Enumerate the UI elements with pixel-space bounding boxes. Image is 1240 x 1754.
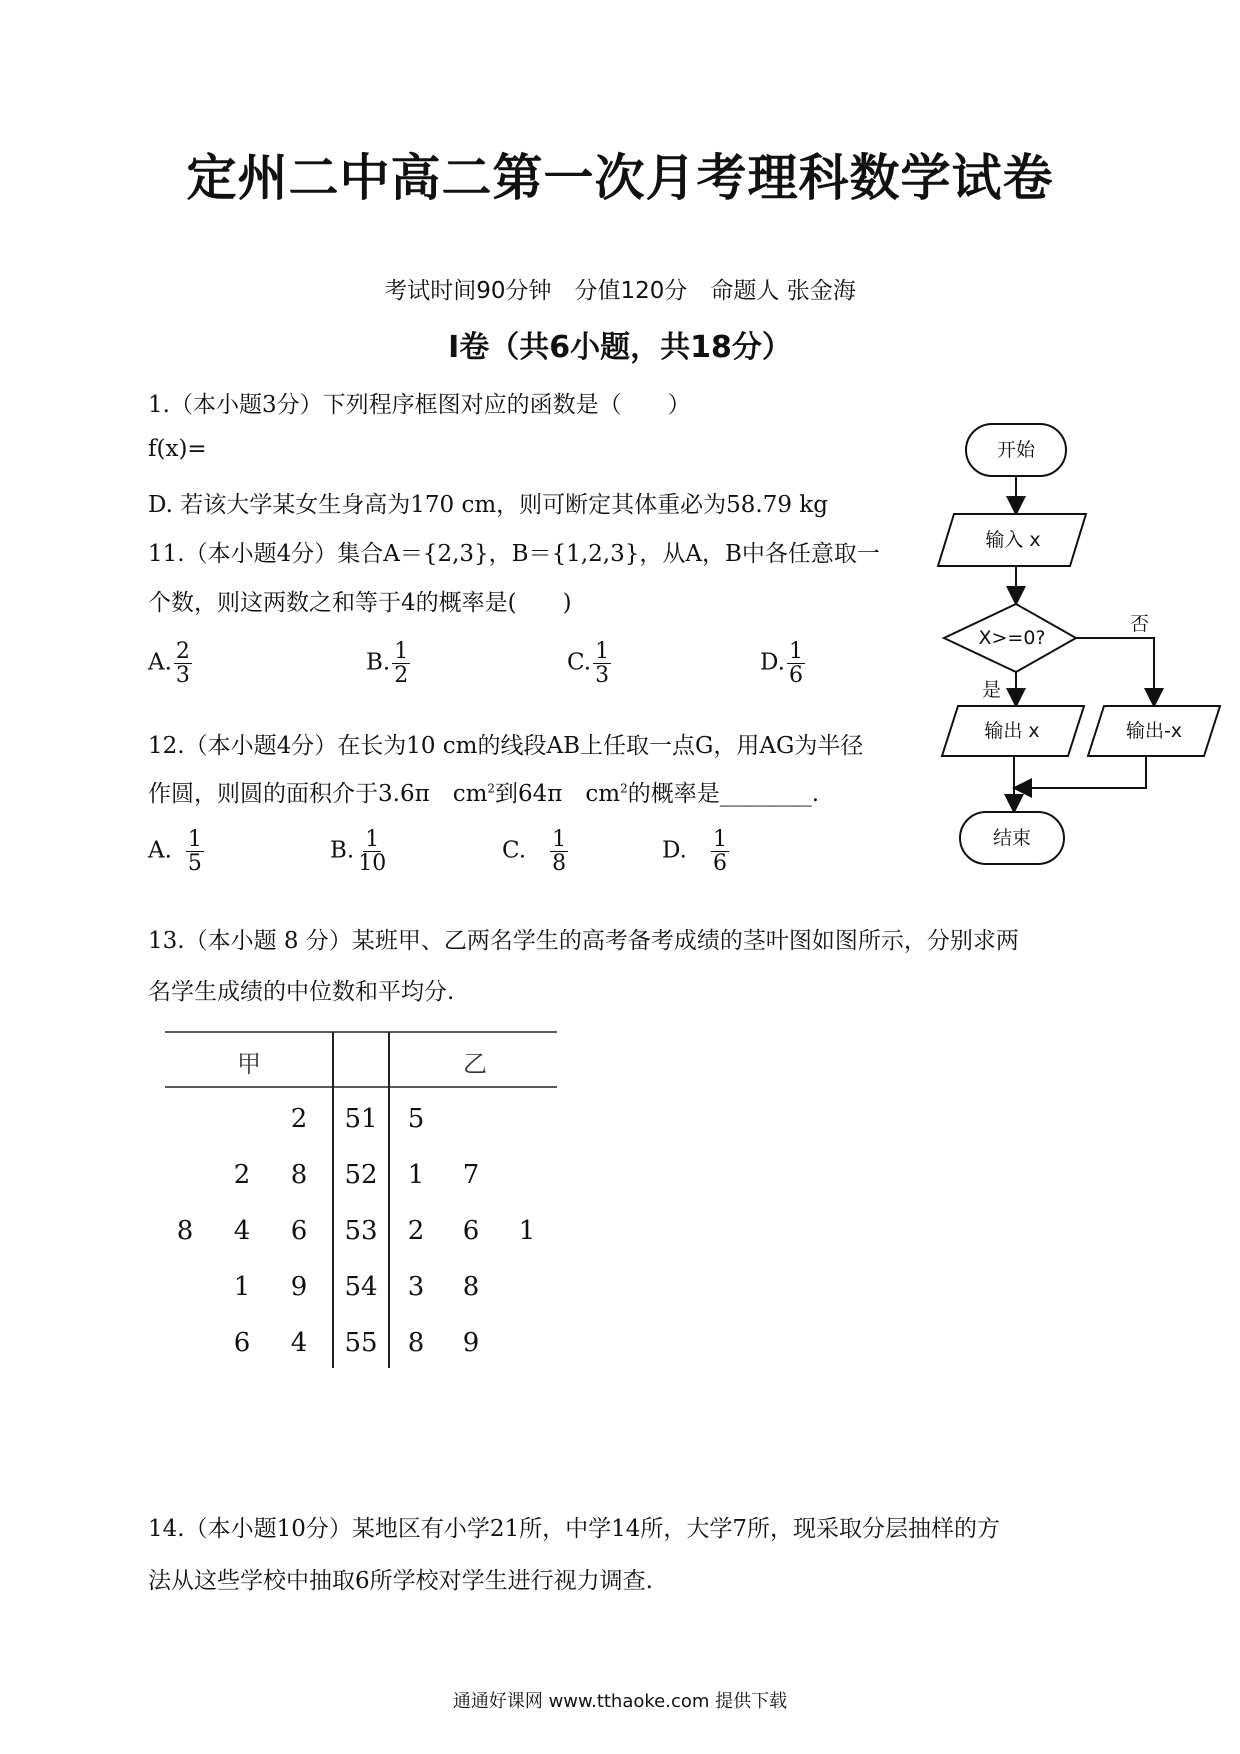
denominator: 10 — [358, 851, 387, 877]
leaf-left: 6 — [233, 1328, 251, 1358]
leaf-right: 8 — [462, 1272, 480, 1302]
leaf-right: 8 — [407, 1328, 425, 1358]
leaf-right: 5 — [407, 1104, 425, 1134]
numerator: 1 — [394, 639, 409, 664]
option-label: A. — [148, 649, 172, 676]
superscript: 2 — [620, 781, 628, 796]
stem-value: 55 — [344, 1328, 378, 1358]
output-negx-label: 输出-x — [1125, 720, 1183, 742]
q12-text-b: 到64π cm — [495, 781, 621, 807]
q13-line2: 名学生成绩的中位数和平均分. — [148, 979, 455, 1005]
no-label: 否 — [1130, 613, 1150, 635]
q11-option-c — [567, 640, 611, 687]
numerator: 1 — [712, 827, 727, 852]
leaf-left: 2 — [233, 1160, 251, 1190]
q11-option-d — [760, 640, 805, 687]
condition-label: X>=0? — [978, 627, 1046, 649]
fraction — [787, 640, 805, 687]
superscript: 2 — [487, 781, 496, 796]
q12-line2 — [148, 775, 819, 808]
q11-option-b — [366, 640, 410, 687]
leaf-left: 8 — [176, 1216, 194, 1246]
option-label: A. — [148, 837, 172, 864]
stem-value: 52 — [344, 1160, 378, 1190]
option-label: C. — [567, 649, 592, 676]
leaf-right: 9 — [462, 1328, 480, 1358]
section-heading: Ⅰ卷（共6小题，共18分） — [448, 330, 792, 365]
footer-source: 通通好课网 www.tthaoke.com 提供下载 — [452, 1691, 788, 1712]
end-label: 结束 — [992, 827, 1032, 849]
numerator: 1 — [788, 639, 803, 664]
denominator: 8 — [552, 851, 567, 877]
denominator: 3 — [175, 663, 190, 689]
stem-leaf-table — [165, 1030, 557, 1368]
option-label: B. — [330, 837, 355, 864]
option-label: C. — [502, 837, 527, 864]
numerator: 1 — [552, 827, 567, 852]
page-title: 定州二中高二第一次月考理科数学试卷 — [186, 149, 1054, 207]
fraction — [186, 828, 204, 875]
q1-fx: f(x)= — [148, 436, 207, 462]
q12-option-c — [502, 828, 568, 875]
exam-meta: 考试时间90分钟 分值120分 命题人 张金海 — [384, 278, 856, 304]
leaf-left: 4 — [233, 1216, 251, 1246]
q12-option-a — [148, 828, 204, 875]
q13-line1: 13.（本小题 8 分）某班甲、乙两名学生的高考备考成绩的茎叶图如图所示，分别求两 — [148, 928, 1019, 954]
option-label: D. — [662, 837, 687, 864]
option-label: D. — [760, 649, 785, 676]
leaf-left: 1 — [233, 1272, 251, 1302]
leaf-right: 1 — [407, 1160, 425, 1190]
q12-line1: 12.（本小题4分）在长为10 cm的线段AB上任取一点G，用AG为半径 — [148, 733, 864, 759]
q11-line2: 个数，则这两数之和等于4的概率是( ) — [148, 590, 572, 616]
denominator: 3 — [595, 663, 610, 689]
leaf-right: 7 — [462, 1160, 480, 1190]
q1-option-d: D. 若该大学某女生身高为170 cm，则可断定其体重必为58.79 kg — [148, 492, 828, 518]
leaf-right: 3 — [407, 1272, 425, 1302]
leaf-right: 6 — [462, 1216, 480, 1246]
leaf-right: 2 — [407, 1216, 425, 1246]
q14-line1: 14.（本小题10分）某地区有小学21所，中学14所，大学7所，现采取分层抽样的方 — [148, 1516, 1001, 1542]
q12-option-b — [330, 828, 388, 875]
numerator: 1 — [365, 827, 380, 852]
leaf-left: 4 — [290, 1328, 308, 1358]
denominator: 6 — [788, 663, 803, 689]
numerator: 1 — [187, 827, 202, 852]
start-label: 开始 — [996, 439, 1036, 461]
leaf-left: 2 — [290, 1104, 308, 1134]
input-label: 输入 x — [985, 529, 1041, 551]
table-lines — [165, 1030, 557, 1368]
leaf-left: 9 — [290, 1272, 308, 1302]
numerator: 1 — [595, 639, 610, 664]
q12-text-a: 作圆，则圆的面积介于3.6π cm — [148, 781, 488, 807]
fraction — [593, 640, 611, 687]
denominator: 5 — [187, 851, 202, 877]
program-flowchart — [930, 418, 1230, 888]
leaf-left: 6 — [290, 1216, 308, 1246]
numerator: 2 — [175, 639, 190, 664]
fraction — [550, 828, 568, 875]
fraction — [392, 640, 410, 687]
leaf-right: 1 — [518, 1216, 536, 1246]
q14-line2: 法从这些学校中抽取6所学校对学生进行视力调查. — [148, 1568, 653, 1594]
q12-text-c: 的概率是________. — [627, 781, 820, 807]
output-x-label: 输出 x — [984, 720, 1040, 742]
q12-option-d — [662, 828, 729, 875]
merge-arrow — [1016, 756, 1146, 788]
stem-value: 53 — [344, 1216, 378, 1246]
q11-option-a — [148, 640, 192, 687]
q1-stem: 1.（本小题3分）下列程序框图对应的函数是（ ） — [148, 392, 691, 418]
header-jia: 甲 — [237, 1050, 261, 1078]
stem-value: 51 — [344, 1104, 378, 1134]
leaf-left: 8 — [290, 1160, 308, 1190]
denominator: 6 — [712, 851, 727, 877]
no-branch-arrow — [1076, 638, 1154, 704]
fraction — [711, 828, 729, 875]
q11-line1: 11.（本小题4分）集合A＝{2,3}，B＝{1,2,3}，从A，B中各任意取一 — [148, 541, 880, 567]
denominator: 2 — [394, 663, 409, 689]
option-label: B. — [366, 649, 391, 676]
fraction — [356, 828, 388, 875]
stem-value: 54 — [344, 1272, 378, 1302]
header-yi: 乙 — [463, 1050, 487, 1078]
fraction — [174, 640, 192, 687]
yes-label: 是 — [982, 679, 1002, 701]
